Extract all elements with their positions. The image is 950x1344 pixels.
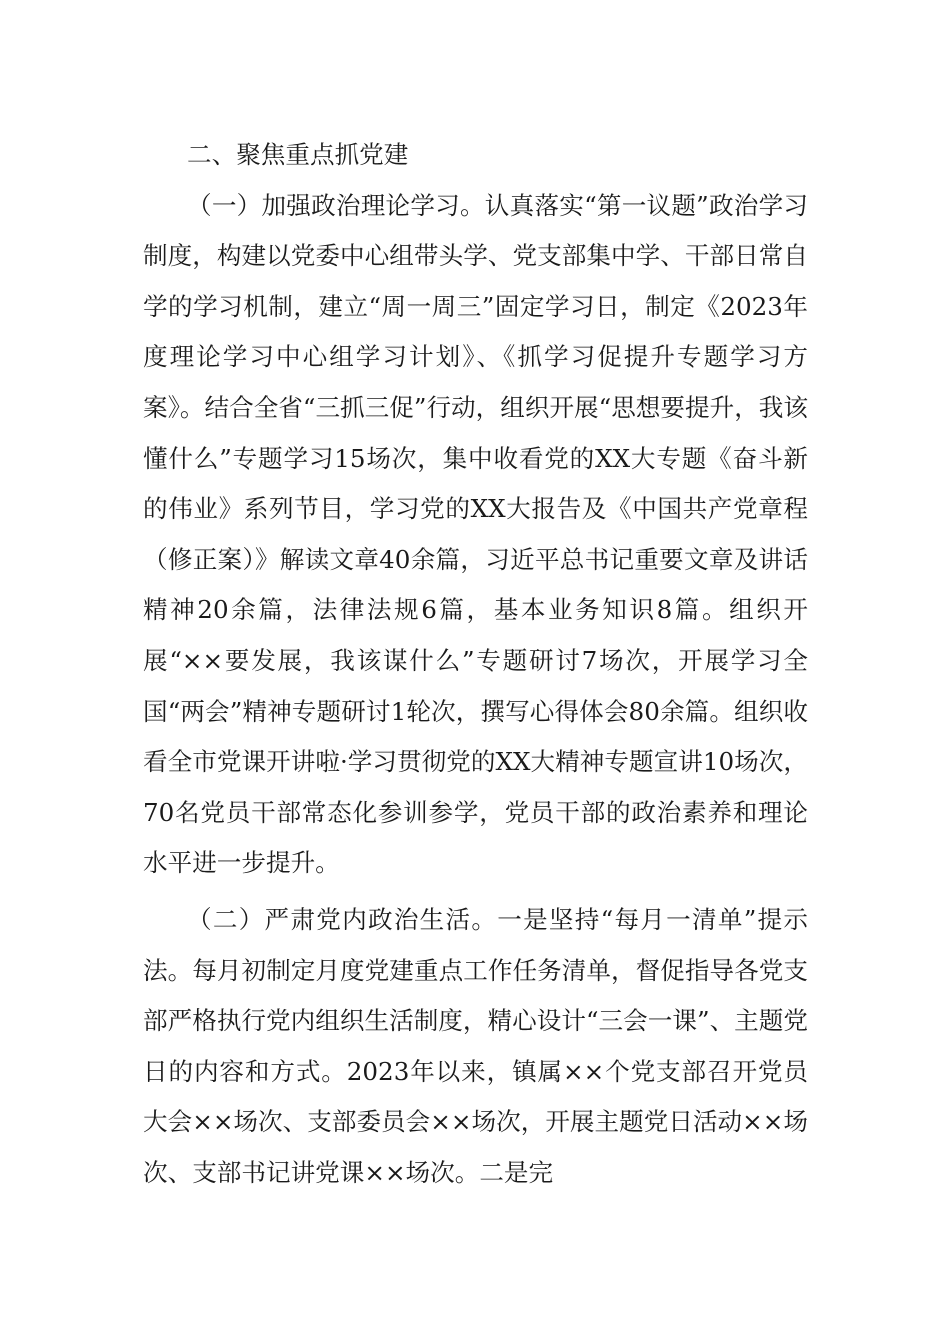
paragraph-political-theory-study: （一）加强政治理论学习。认真落实“第一议题”政治学习制度，构建以党委中心组带头学、党支部集中学、干部日常自学的学习机制，建立“周一周三”固定学习日，制定《2023年度理论学习中心组学习计划》、《抓学习促提升专题学习方案》。结合全省“三抓三促”行动，组织开展“思想要提升，我该懂什么”专题学习15场次，集中收看党的XX大专题《奋斗新的伟业》系列节目，学习党的XX大报告及《中国共产党章程（修正案）》解读文章40余篇，习近平总书记重要文章及讲话精神20余篇，法律法规6篇，基本业务知识8篇。组织开展“××要发展，我该谋什么”专题研讨7场次，开展学习全国“两会”精神专题研讨1轮次，撰写心得体会80余篇。组织收看全市党课开讲啦·学习贯彻党的XX大精神专题宣讲10场次，70名党员干部常态化参训参学，党员干部的政治素养和理论水平进一步提升。 — [143, 190, 808, 878]
paragraph-party-political-life: （二）严肃党内政治生活。一是坚持“每月一清单”提示法。每月初制定月度党建重点工作任务清单，督促指导各党支部严格执行党内组织生活制度，精心设计“三会一课”、主题党日的内容和方式。2023年以来，镇属××个党支部召开党员大会××场次、支部委员会××场次，开展主题党日活动××场次、支部书记讲党课××场次。二是完 — [143, 904, 808, 1187]
document-body — [143, 130, 808, 1198]
section-title: 二、聚焦重点抓党建 — [187, 140, 409, 169]
